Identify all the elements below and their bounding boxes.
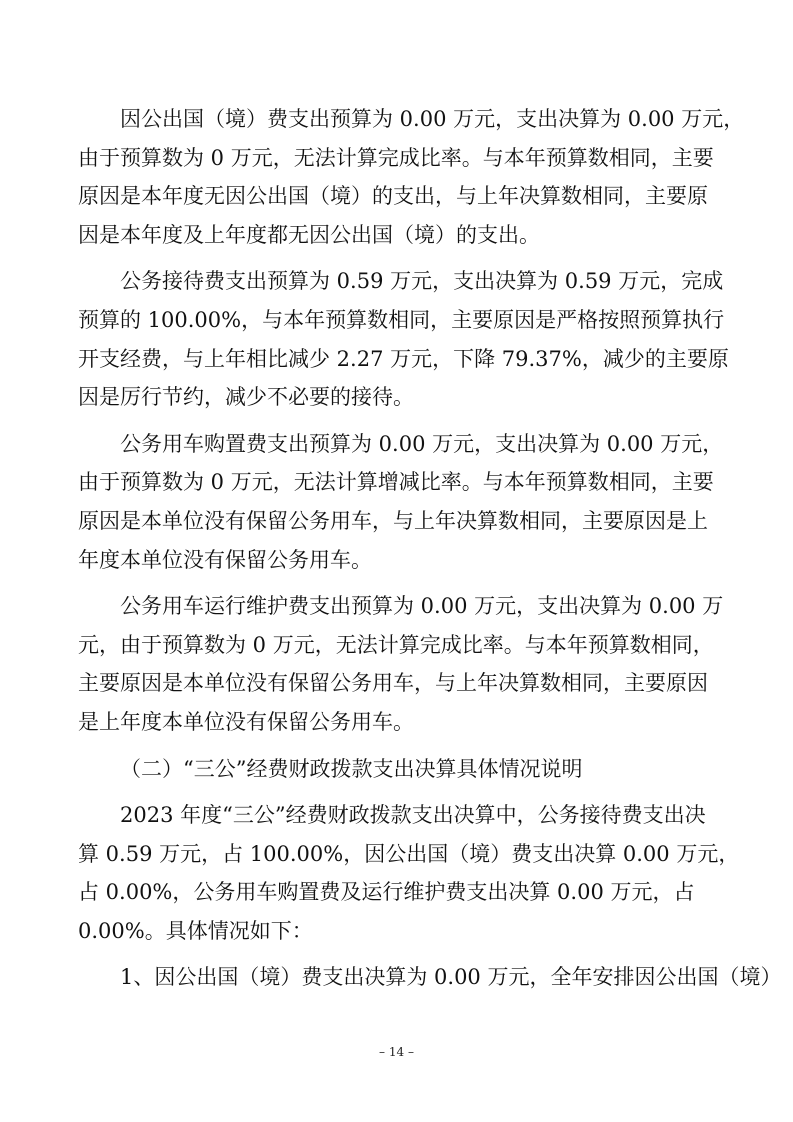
paragraph-line: 因是厉行节约，减少不必要的接待。 [78, 385, 414, 410]
paragraph-vehicle-maintenance [78, 587, 724, 741]
paragraph-line: 元，由于预算数为 0 万元，无法计算完成比率。与本年预算数相同， [78, 632, 714, 657]
paragraph-line: 原因是本年度无因公出国（境）的支出，与上年决算数相同，主要原 [78, 184, 708, 209]
page-number: – 14 – [379, 1045, 414, 1059]
paragraph-line: 年度本单位没有保留公务用车。 [78, 547, 372, 572]
document-body [78, 100, 782, 1005]
paragraph-line: 公务用车运行维护费支出预算为 0.00 万元，支出决算为 0.00 万 [120, 594, 724, 619]
section-heading-text: （二）“三公”经费财政拨款支出决算具体情况说明 [120, 756, 583, 781]
paragraph-line: 主要原因是本单位没有保留公务用车，与上年决算数相同，主要原因 [78, 671, 708, 696]
paragraph-line: 由于预算数为 0 万元，无法计算增减比率。与本年预算数相同，主要 [78, 470, 714, 495]
paragraph-line: 预算的 100.00%，与本年预算数相同，主要原因是严格按照预算执行 [78, 307, 725, 332]
paragraph-line: 2023 年度“三公”经费财政拨款支出决算中，公务接待费支出决 [120, 803, 706, 828]
paragraph-line: 1、因公出国（境）费支出决算为 0.00 万元，全年安排因公出国（境） [120, 965, 782, 990]
paragraph-line: 因公出国（境）费支出预算为 0.00 万元，支出决算为 0.00 万元， [120, 107, 745, 131]
paragraph-line: 由于预算数为 0 万元，无法计算完成比率。与本年预算数相同，主要 [78, 145, 714, 170]
paragraph-line: 是上年度本单位没有保留公务用车。 [78, 709, 414, 734]
paragraph-line: 开支经费，与上年相比减少 2.27 万元，下降 79.37%，减少的主要原 [78, 346, 729, 371]
paragraph-vehicle-purchase [78, 425, 724, 579]
paragraph-line: 因是本年度及上年度都无因公出国（境）的支出。 [78, 222, 540, 247]
paragraph-item-1 [78, 958, 782, 997]
paragraph-summary [78, 796, 740, 950]
paragraph-line: 0.00%。具体情况如下： [78, 918, 313, 943]
paragraph-overseas-travel [78, 100, 745, 254]
paragraph-line: 占 0.00%，公务用车购置费及运行维护费支出决算 0.00 万元，占 [78, 880, 695, 905]
section-heading [78, 750, 718, 789]
paragraph-line: 公务接待费支出预算为 0.59 万元，支出决算为 0.59 万元，完成 [120, 269, 724, 294]
paragraph-reception [78, 262, 729, 416]
paragraph-line: 原因是本单位没有保留公务用车，与上年决算数相同，主要原因是上 [78, 508, 708, 533]
paragraph-line: 公务用车购置费支出预算为 0.00 万元，支出决算为 0.00 万元， [120, 431, 724, 456]
paragraph-line: 算 0.59 万元，占 100.00%，因公出国（境）费支出决算 0.00 万元， [78, 841, 740, 866]
